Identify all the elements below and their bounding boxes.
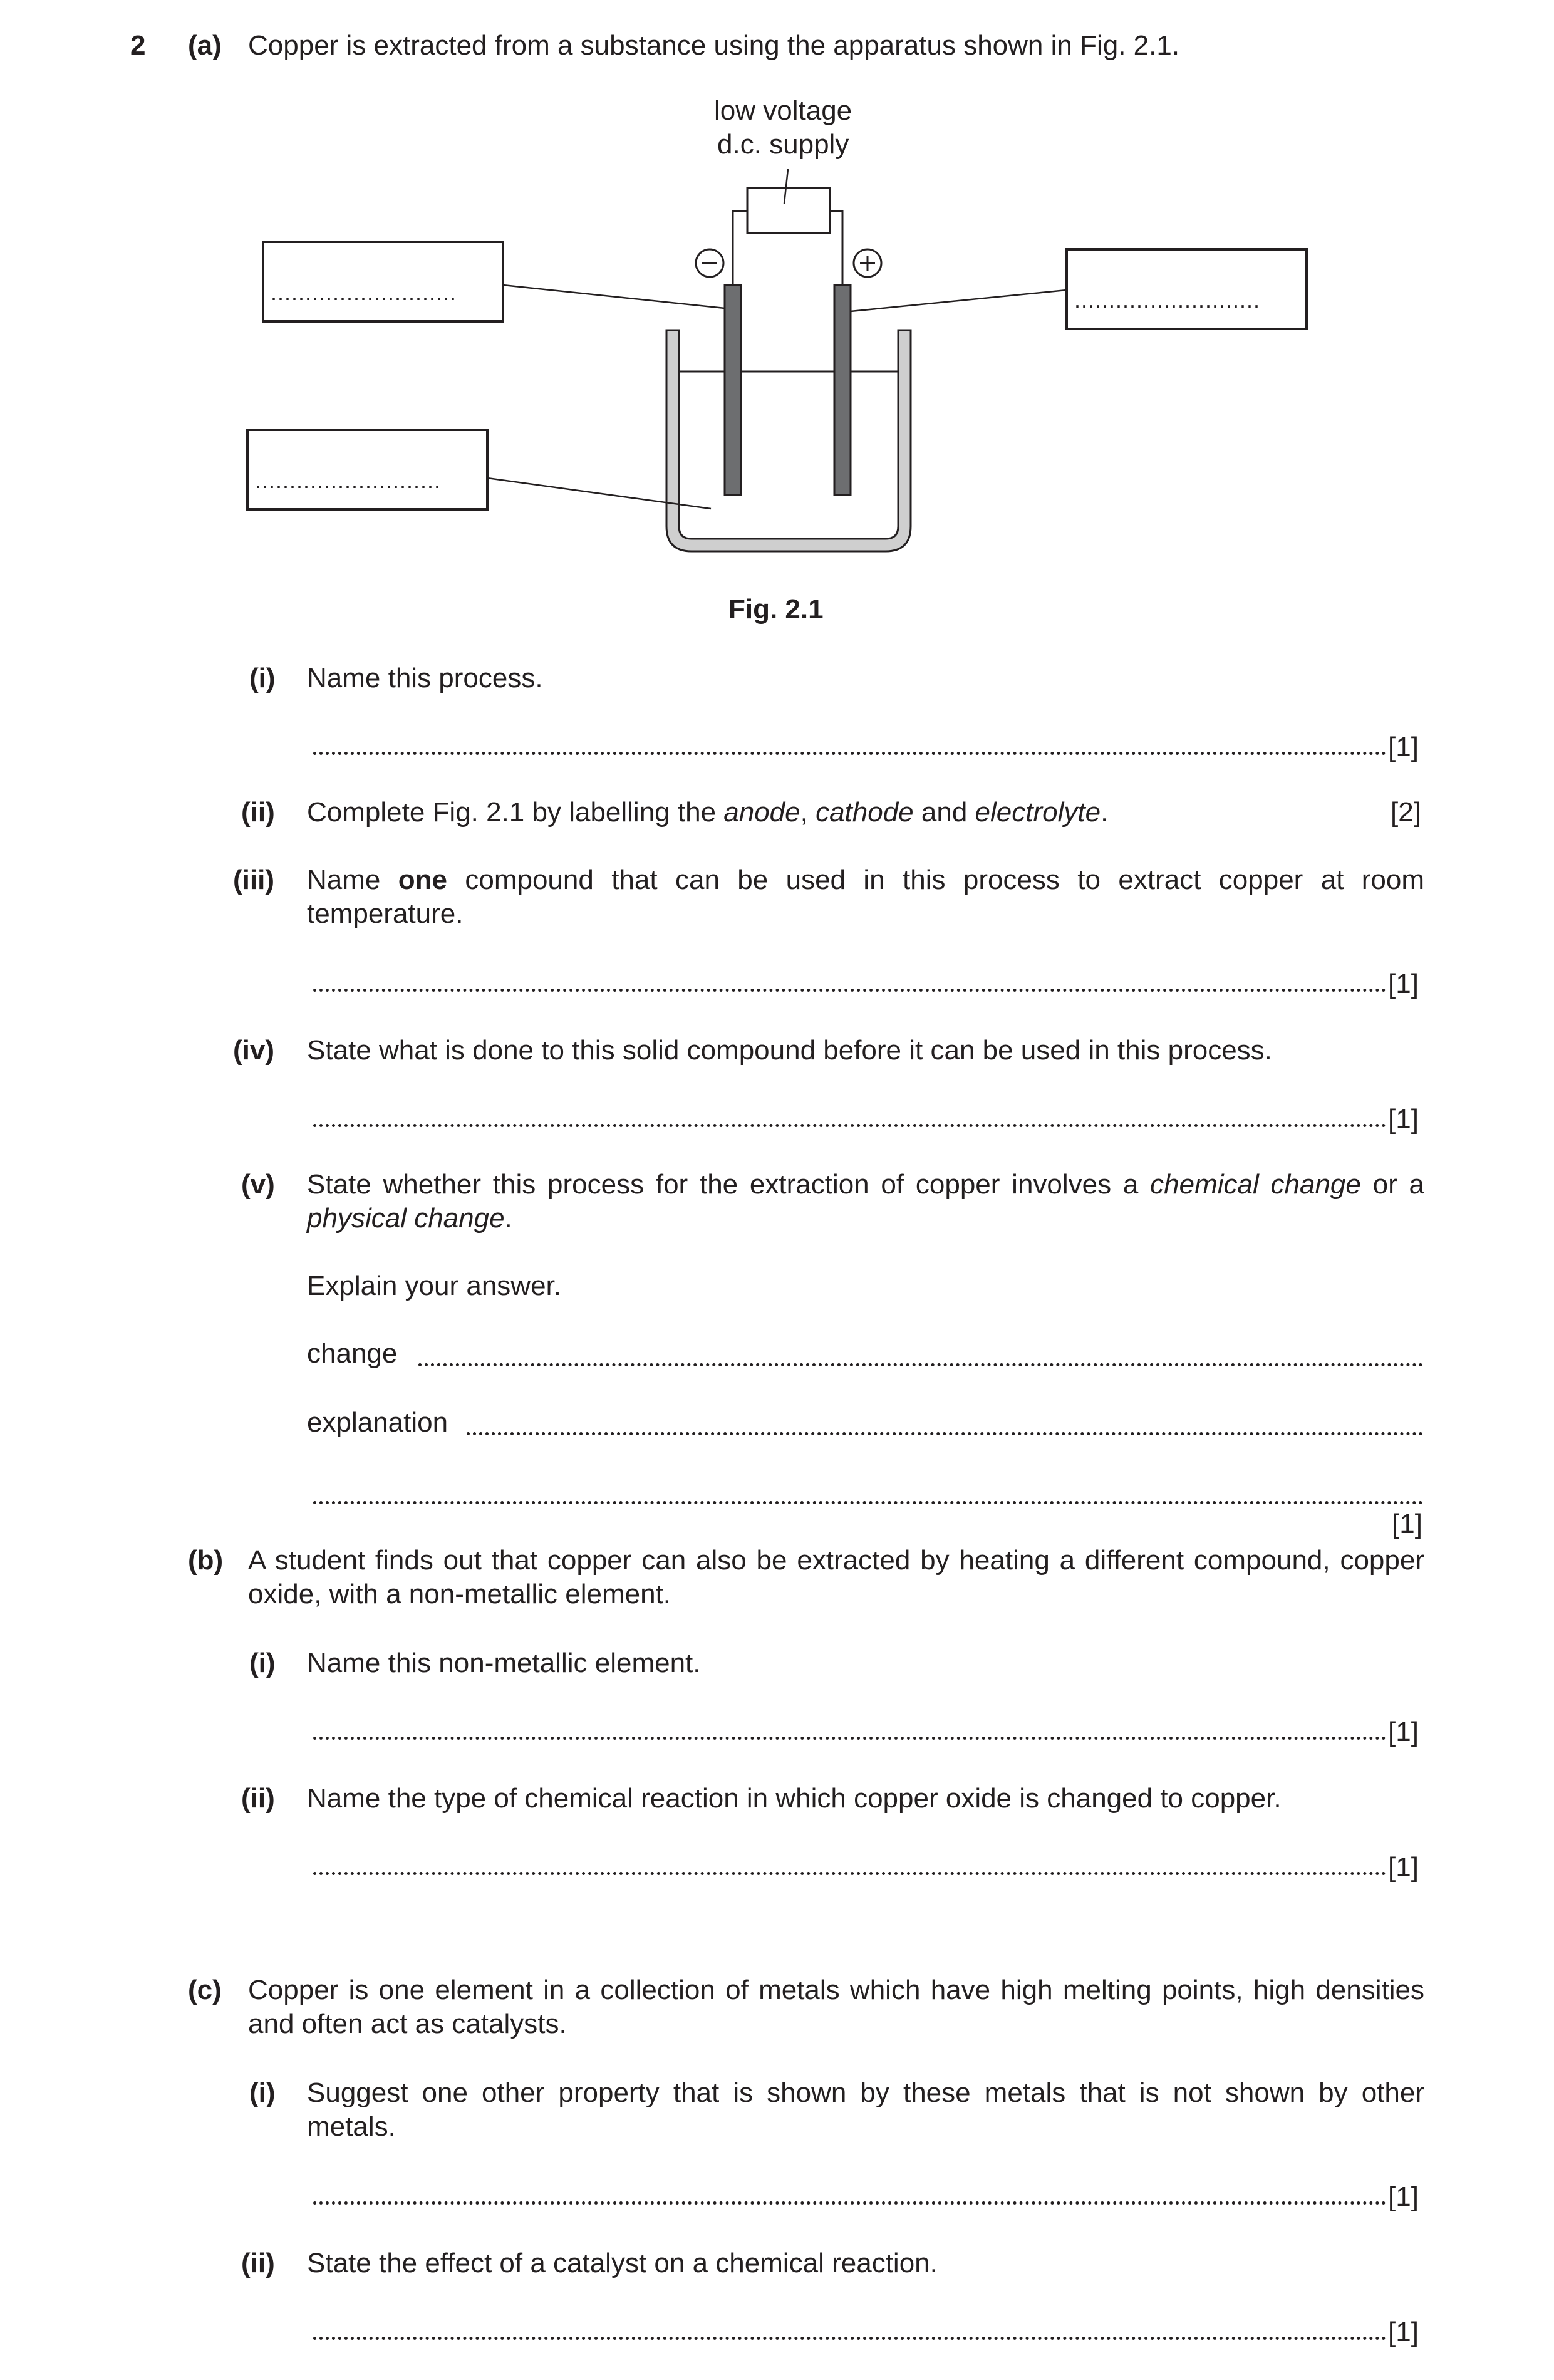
part-a-iii-line1: Name one compound that can be used in this process to extract copper at room xyxy=(307,865,1425,895)
part-c-line1: Copper is one element in a collection of metals which have high melting points, high densities xyxy=(248,1975,1424,2005)
part-c-i-line1: Suggest one other property that is shown by these metals that is not shown by other xyxy=(307,2077,1424,2108)
label-box-anode-dots[interactable]: ........................... xyxy=(1074,287,1261,313)
part-c-i-line2: metals. xyxy=(307,2111,396,2142)
question-number: 2 xyxy=(130,30,146,61)
answer-line-explanation[interactable] xyxy=(467,1432,1423,1435)
part-a-v-line2: physical change. xyxy=(307,1203,512,1234)
part-c-i-label: (i) xyxy=(249,2077,276,2108)
part-a-text: Copper is extracted from a substance using the apparatus shown in Fig. 2.1. xyxy=(248,30,1180,61)
answer-line-a-iv[interactable] xyxy=(313,1124,1386,1127)
marks-b-ii: [1] xyxy=(1388,1852,1419,1883)
figure-caption: Fig. 2.1 xyxy=(728,594,824,625)
cathode-electrode xyxy=(725,285,741,495)
part-a-i-label: (i) xyxy=(249,663,276,694)
marks-c-i: [1] xyxy=(1388,2181,1419,2212)
part-a-ii-text: Complete Fig. 2.1 by labelling the anode, cathode and electrolyte. xyxy=(307,797,1109,828)
part-a-i-text: Name this process. xyxy=(307,663,543,694)
anode-electrode xyxy=(834,285,851,495)
part-a-label: (a) xyxy=(188,30,222,61)
part-a-iii-line2: temperature. xyxy=(307,898,464,929)
marks-a-iv: [1] xyxy=(1388,1104,1419,1135)
supply-label-line2: d.c. supply xyxy=(717,129,849,160)
part-b-ii-label: (ii) xyxy=(241,1783,275,1814)
part-b-i-text: Name this non-metallic element. xyxy=(307,1648,701,1678)
wire-right xyxy=(830,211,842,285)
marks-a-ii: [2] xyxy=(1391,797,1421,828)
marks-a-v: [1] xyxy=(1392,1509,1422,1539)
supply-label-line1: low voltage xyxy=(714,95,852,126)
part-b-ii-text: Name the type of chemical reaction in which copper oxide is changed to copper. xyxy=(307,1783,1282,1814)
marks-c-ii: [1] xyxy=(1388,2317,1419,2347)
label-box-cathode-dots[interactable]: ........................... xyxy=(271,279,457,305)
marks-a-i: [1] xyxy=(1388,732,1419,762)
dc-supply xyxy=(747,188,830,233)
electrolysis-diagram xyxy=(0,0,1554,626)
answer-line-a-iii[interactable] xyxy=(313,989,1386,992)
explanation-label: explanation xyxy=(307,1407,448,1438)
answer-line-a-i[interactable] xyxy=(313,752,1386,755)
leader-cathode xyxy=(503,285,725,308)
answer-line-c-ii[interactable] xyxy=(313,2337,1386,2340)
part-c-ii-label: (ii) xyxy=(241,2248,275,2279)
answer-line-b-i[interactable] xyxy=(313,1737,1386,1740)
part-b-label: (b) xyxy=(188,1545,224,1576)
part-b-line2: oxide, with a non-metallic element. xyxy=(248,1579,671,1609)
part-c-line2: and often act as catalysts. xyxy=(248,2008,567,2039)
part-b-line1: A student finds out that copper can also be extracted by heating a different compound, copper xyxy=(248,1545,1424,1576)
answer-line-c-i[interactable] xyxy=(313,2201,1386,2205)
marks-b-i: [1] xyxy=(1388,1717,1419,1747)
part-b-i-label: (i) xyxy=(249,1648,276,1678)
answer-line-explanation-2[interactable] xyxy=(313,1501,1423,1504)
part-a-iii-label: (iii) xyxy=(233,865,274,895)
label-box-electrolyte-dots[interactable]: ........................... xyxy=(255,467,442,493)
answer-line-b-ii[interactable] xyxy=(313,1872,1386,1875)
part-c-ii-text: State the effect of a catalyst on a chemical reaction. xyxy=(307,2248,938,2279)
part-a-v-label: (v) xyxy=(241,1169,275,1200)
part-c-label: (c) xyxy=(188,1975,222,2005)
change-label: change xyxy=(307,1338,398,1369)
part-a-iv-text: State what is done to this solid compound before it can be used in this process. xyxy=(307,1035,1272,1066)
answer-line-change[interactable] xyxy=(418,1363,1423,1366)
part-a-v-line1: State whether this process for the extraction of copper involves a chemical change or a xyxy=(307,1169,1424,1200)
part-a-v-explain: Explain your answer. xyxy=(307,1271,561,1301)
marks-a-iii: [1] xyxy=(1388,969,1419,999)
part-a-iv-label: (iv) xyxy=(233,1035,274,1066)
part-a-ii-label: (ii) xyxy=(241,797,275,828)
leader-anode xyxy=(851,290,1067,311)
wire-left xyxy=(733,211,747,285)
beaker xyxy=(666,330,911,551)
